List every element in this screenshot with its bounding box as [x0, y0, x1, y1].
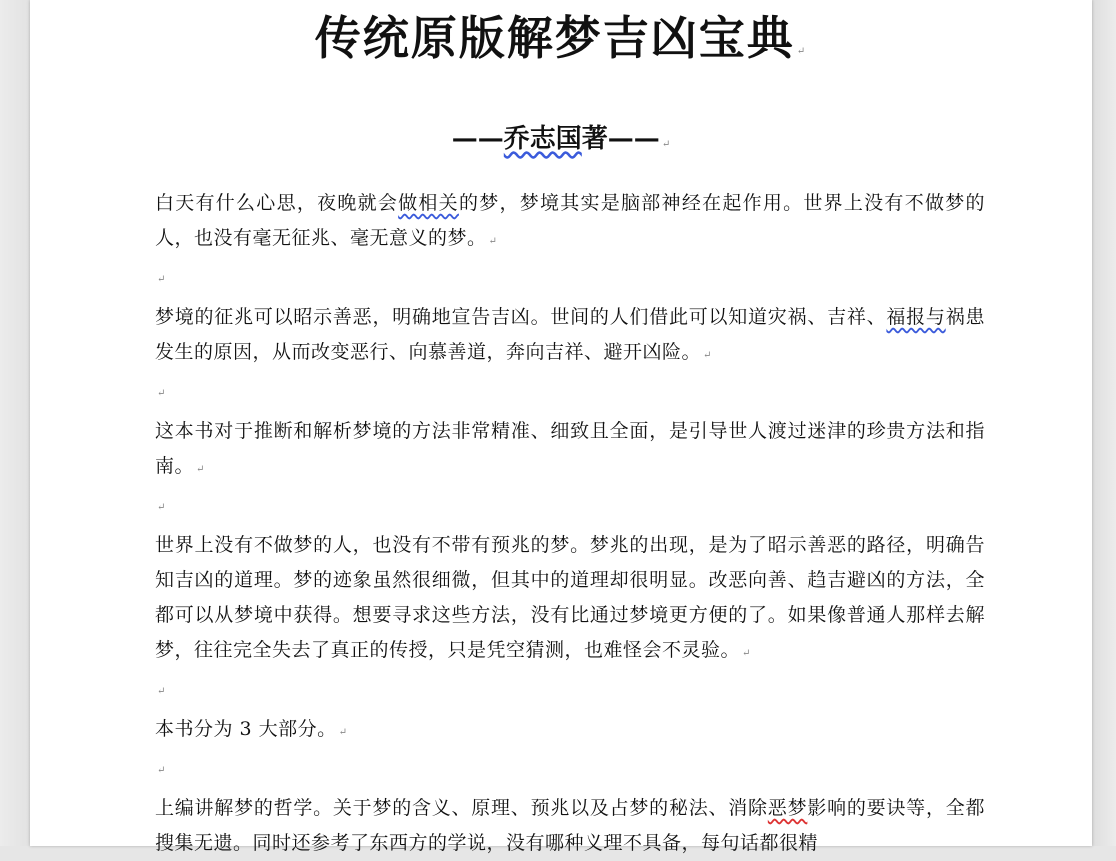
subtitle-dash: ——: [451, 124, 504, 154]
paragraph-mark-icon: ↵: [157, 388, 166, 399]
paragraph-mark-icon: ↵: [488, 236, 498, 247]
document-body: [155, 186, 985, 861]
paragraph-4: [155, 528, 985, 671]
paragraph-mark-icon: ↵: [742, 648, 751, 659]
paragraph-2: [155, 300, 985, 373]
paragraph-mark-icon: ↵: [703, 350, 712, 361]
paragraph-3: [155, 414, 985, 487]
title-text: 传统原版解梦吉凶宝典: [314, 11, 795, 65]
empty-paragraph: [155, 750, 985, 791]
paragraph-mark-icon: ↵: [196, 464, 205, 475]
paragraph-text: 这本书对于推断和解析梦境的方法非常精准、细致且全面，是引导世人渡过迷津的珍贵方法和指南。: [155, 420, 985, 477]
paragraph-5: [155, 712, 985, 750]
paragraph-text: 世界上没有不做梦的人，也没有不带有预兆的梦。梦兆的出现，是为了昭示善恶的路径，明确告知吉凶的道理。梦的迹象虽然很细微，但其中的道理却很明显。改恶向善、趋吉避凶的方法，全都可以从梦境中获得。想要寻求这些方法，没有比通过梦境更方便的了。如果像普通人那样去解梦，往往完全失去了真正的传授，只是凭空猜测，也难怪会不灵验。: [155, 534, 985, 661]
paragraph-text: 上编讲解梦的哲学。关于梦的含义、原理、预兆以及占梦的秘法、消除: [155, 797, 768, 819]
paragraph-text: 白天有什么心思，夜晚就会: [155, 192, 399, 214]
subtitle-author-name: 乔志国: [503, 124, 582, 154]
empty-paragraph: [155, 487, 985, 528]
document-page[interactable]: [30, 0, 1092, 854]
grammar-flagged-text: 做相关: [398, 192, 459, 214]
paragraph-mark-icon: ↵: [157, 765, 166, 776]
document-title: [30, 4, 1092, 86]
paragraph-6: [155, 791, 985, 861]
paragraph-text: 祸患发生的原因，从而改变恶行、向慕善道，奔向吉祥、避开凶险。: [155, 306, 985, 363]
paragraph-1: [155, 186, 985, 259]
empty-paragraph: [155, 259, 985, 300]
grammar-flagged-text: 福报与: [886, 306, 946, 328]
paragraph-mark-icon: ↵: [157, 502, 166, 513]
paragraph-text: 本书分为 3 大部分。: [155, 718, 337, 740]
paragraph-mark-icon: ↵: [157, 274, 166, 285]
document-subtitle: [30, 118, 1092, 166]
paragraph-mark-icon: ↵: [661, 139, 671, 150]
paragraph-text: 梦境的征兆可以昭示善恶，明确地宣告吉凶。世间的人们借此可以知道灾祸、吉祥、: [155, 306, 887, 328]
paragraph-mark-icon: ↵: [338, 727, 348, 738]
paragraph-text: 影响的要诀等，全都搜集无遗。同时还参考了东西方的学说，没有哪种义理不具备，每句话都很精: [155, 797, 985, 854]
empty-paragraph: [155, 671, 985, 712]
paragraph-text: 的梦，梦境其实是脑部神经在起作用。世界上没有不做梦的人，也没有毫无征兆、毫无意义的梦。: [155, 192, 985, 249]
spelling-flagged-text: 恶梦: [767, 797, 808, 819]
paragraph-mark-icon: ↵: [796, 46, 808, 57]
left-gutter: [0, 0, 30, 846]
paragraph-mark-icon: ↵: [157, 686, 166, 697]
subtitle-suffix: 著——: [581, 124, 660, 154]
right-gutter: [1092, 0, 1116, 846]
empty-paragraph: [155, 373, 985, 414]
